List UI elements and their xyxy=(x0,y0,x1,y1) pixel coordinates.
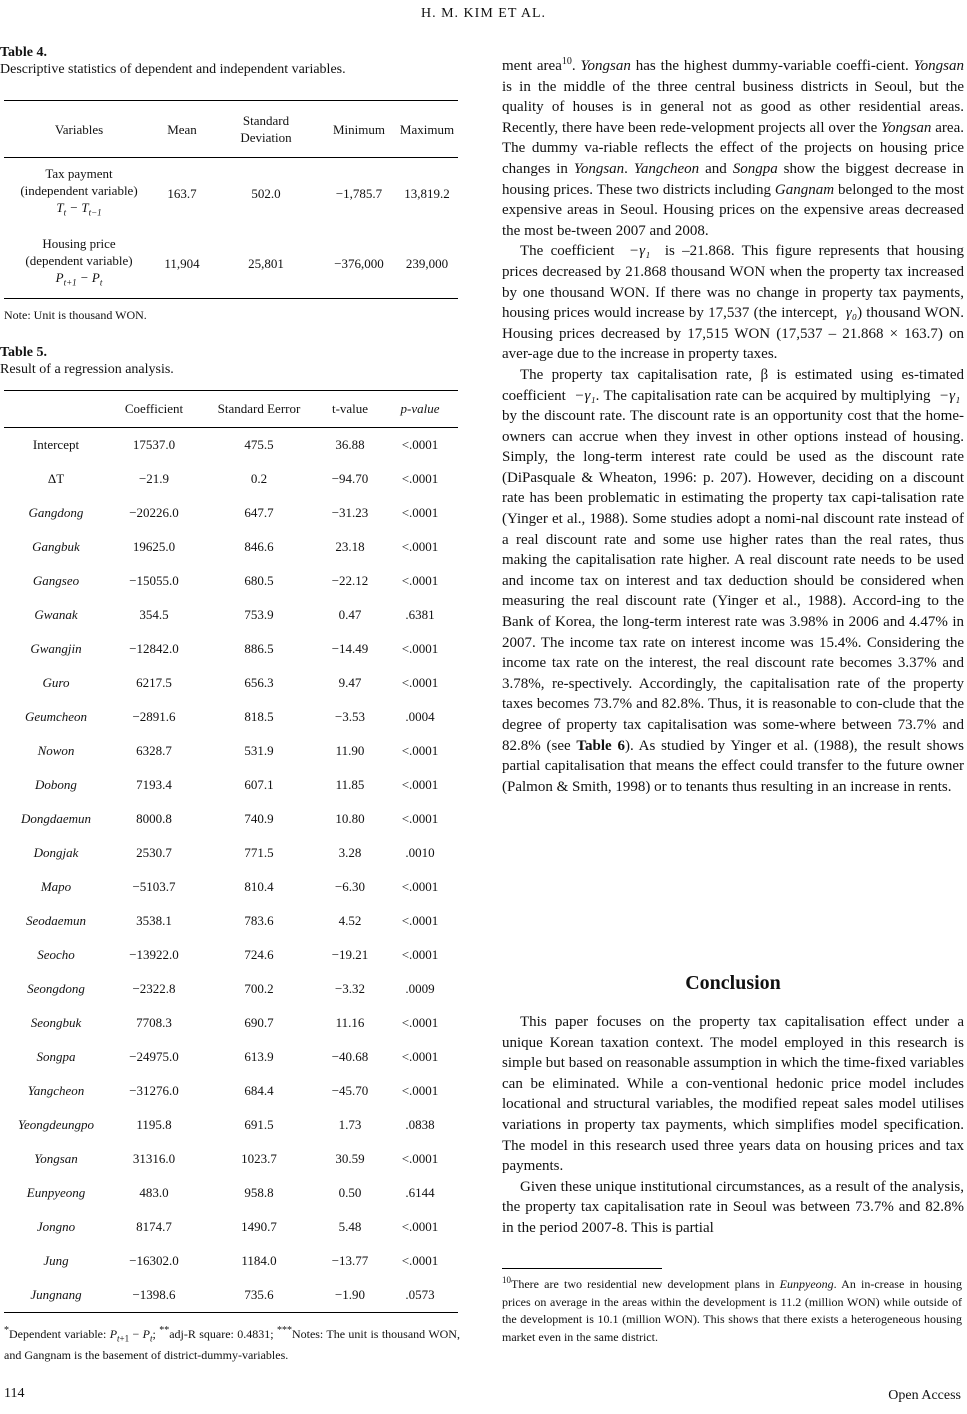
t4-max: 13,819.2 xyxy=(404,185,450,201)
t5-fn-notes: Notes: The unit is thousand WON, and Gangnam is the basement of district-dummy-variables. xyxy=(4,1327,460,1363)
t4-mean: 163.7 xyxy=(167,185,197,201)
t5-cell-se: 846.6 xyxy=(244,539,274,554)
table6-ref: Table 6 xyxy=(576,737,625,754)
t5-cell-coef: 1195.8 xyxy=(136,1117,172,1132)
table5-caption xyxy=(0,344,174,378)
t4-mean: 11,904 xyxy=(154,228,210,299)
t5-col-t: t-value xyxy=(318,391,382,428)
t5-cell-t: 5.48 xyxy=(338,1219,362,1234)
t4-col-min: Minimum xyxy=(322,101,396,158)
table5-row xyxy=(4,1244,458,1278)
t5-cell-name: Eunpyeong xyxy=(26,1185,86,1200)
t5-cell-name: Songpa xyxy=(36,1049,76,1064)
t4-name-line1: Housing price xyxy=(42,235,116,251)
t5-cell-coef: −31276.0 xyxy=(129,1083,179,1098)
table5-row xyxy=(4,1006,458,1040)
t5-cell-coef: −12842.0 xyxy=(129,641,179,656)
t4-row-housing xyxy=(4,228,458,299)
t5-cell-t: 10.80 xyxy=(335,811,365,826)
table4-label: Table 4. xyxy=(0,45,47,60)
t5-cell-se: 691.5 xyxy=(244,1117,274,1132)
t5-cell-se: 735.6 xyxy=(200,1278,318,1313)
t5-cell-t: −14.49 xyxy=(331,641,369,656)
conclusion-heading: Conclusion xyxy=(685,972,781,994)
t5-cell-coef: 7193.4 xyxy=(136,777,172,792)
t5-cell-coef: 19625.0 xyxy=(132,539,176,554)
t5-cell-coef: 483.0 xyxy=(139,1185,169,1200)
open-access-label: Open Access xyxy=(888,1388,961,1403)
t5-cell-coef: 8000.8 xyxy=(136,811,172,826)
t5-cell-name: Jongno xyxy=(36,1219,76,1234)
t5-cell-t: 1.73 xyxy=(338,1117,362,1132)
table5-row xyxy=(4,428,458,463)
t5-fn-dependent: Dependent variable: $P_{t+1} - P_t$ xyxy=(9,1327,153,1344)
table5-row xyxy=(4,1108,458,1142)
t5-cell-coef: −2322.8 xyxy=(132,981,176,996)
t5-cell-coef: 3538.1 xyxy=(136,913,172,928)
t5-cell-t: 0.50 xyxy=(338,1185,362,1200)
table5-row xyxy=(4,836,458,870)
t5-cell-name: Seocho xyxy=(37,947,75,962)
body-paragraph-1: ment area$^{10}$. Yongsan has the highest dummy-variable coeffi-cient. Yongsan is in the middle of the three central business districts in Seoul, but the quality of houses is in general not as good as other residential areas. Recently, there have been rede-velopment projects all over the Yongsan area. The dummy va-riable reflects the effect of the projects on housing price changes in Yongsan. Yangcheon and Songpa show the biggest decrease in housing prices. These two districts including Gangnam belonged to the most expensive areas in Seoul. Housing prices on the expensive areas decreased the most be-tween 2007 and 2008. xyxy=(502,56,965,239)
t5-cell-p: .0838 xyxy=(405,1117,435,1132)
t5-cell-name: Jung xyxy=(43,1253,69,1268)
t5-cell-t: 23.18 xyxy=(335,539,365,554)
t5-cell-coef: 6328.7 xyxy=(136,743,172,758)
running-head: H. M. KIM ET AL. xyxy=(420,6,547,21)
t5-cell-name: Nowon xyxy=(37,743,75,758)
table5-row xyxy=(4,1210,458,1244)
table4-caption xyxy=(0,44,458,78)
t5-cell-name: Yangcheon xyxy=(27,1083,85,1098)
t5-cell-name: Yongsan xyxy=(34,1151,78,1166)
table5-body xyxy=(4,428,458,1313)
t5-cell-t: −40.68 xyxy=(331,1049,369,1064)
t5-cell-se: 531.9 xyxy=(244,743,274,758)
t4-name-line2: (dependent variable) xyxy=(25,252,133,268)
page-number: 114 xyxy=(4,1386,25,1401)
t5-cell-p: .0010 xyxy=(405,845,435,860)
t5-cell-p: <.0001 xyxy=(401,675,439,690)
t5-cell-p: <.0001 xyxy=(401,539,439,554)
t5-cell-coef: 6217.5 xyxy=(136,675,172,690)
t4-max: 239,000 xyxy=(396,228,458,299)
t5-cell-coef: −16302.0 xyxy=(129,1253,179,1268)
t5-cell-p: .0009 xyxy=(405,981,435,996)
t5-cell-se: 0.2 xyxy=(250,471,268,486)
t5-col-name xyxy=(4,391,108,428)
t5-cell-p: <.0001 xyxy=(401,1151,439,1166)
t5-cell-p: <.0001 xyxy=(401,947,439,962)
t5-cell-p: .0004 xyxy=(405,709,435,724)
t5-cell-t: −19.21 xyxy=(331,947,369,962)
t5-cell-se: 724.6 xyxy=(244,947,274,962)
t5-cell-t: 9.47 xyxy=(338,675,362,690)
t5-cell-name: ΔT xyxy=(47,471,65,486)
t5-cell-se: 647.7 xyxy=(244,505,274,520)
table5-row xyxy=(4,802,458,836)
table4-caption-text: Descriptive statistics of dependent and independent variables. xyxy=(0,62,346,77)
t4-sd: 502.0 xyxy=(251,185,281,201)
t4-row-label xyxy=(4,228,154,299)
table5-row xyxy=(4,1278,458,1313)
t5-cell-se: 680.5 xyxy=(244,573,274,588)
table5-row xyxy=(4,496,458,530)
table5-row xyxy=(4,700,458,734)
table5-row xyxy=(4,734,458,768)
t5-cell-coef: 17537.0 xyxy=(132,437,176,452)
t5-cell-se: 818.5 xyxy=(244,709,274,724)
t5-cell-coef: 354.5 xyxy=(139,607,169,622)
t5-cell-coef: −5103.7 xyxy=(132,879,176,894)
t5-cell-p: <.0001 xyxy=(401,879,439,894)
t5-cell-p: <.0001 xyxy=(401,641,439,656)
t5-cell-se: 684.4 xyxy=(244,1083,274,1098)
t5-cell-p: <.0001 xyxy=(401,913,439,928)
t5-cell-se: 1184.0 xyxy=(241,1253,277,1268)
body-paragraph-2: The coefficient −γ₁ is –21.868. This figure represents that housing prices decreased by 21.868 thousand WON when the property tax increased by one thousand WON. If there was no change in property tax payments, housing prices would increase by 17,537 (the intercept, γ₀) thousand WON. Housing prices decreased by 17,515 WON (17,537 – 21.868 × 163.7) on aver-age due to the increase in property taxes. xyxy=(502,243,965,363)
t5-cell-t: −31.23 xyxy=(331,505,369,520)
t5-cell-t: −94.70 xyxy=(331,471,369,486)
t5-cell-se: 753.9 xyxy=(244,607,274,622)
t4-name-line2: (independent variable) xyxy=(20,182,138,198)
t5-cell-t: −22.12 xyxy=(331,573,369,588)
footnote-rule xyxy=(502,1268,662,1269)
t5-cell-p: .0573 xyxy=(382,1278,458,1313)
table5-row xyxy=(4,1074,458,1108)
t5-cell-t: −13.77 xyxy=(331,1253,369,1268)
t5-cell-se: 690.7 xyxy=(244,1015,274,1030)
t4-formula: $T_t - T_{t-1}$ xyxy=(56,199,102,218)
t5-cell-name: Yeongdeungpo xyxy=(17,1117,95,1132)
t5-cell-coef: −20226.0 xyxy=(129,505,179,520)
t5-cell-t: 0.47 xyxy=(338,607,362,622)
t4-formula: $P_{t+1} - P_t$ xyxy=(55,269,103,288)
table4 xyxy=(4,100,458,299)
body-text-upper xyxy=(502,52,964,797)
t5-cell-name: Dongjak xyxy=(33,845,79,860)
t5-cell-p: <.0001 xyxy=(401,1049,439,1064)
t5-cell-coef: 31316.0 xyxy=(132,1151,176,1166)
t5-fn-adjr: adj-R square: 0.4831 xyxy=(169,1327,271,1341)
body-paragraph-3: The property tax capitalisation rate, β is estimated using es-timated coefficient −γ₁. The capitalisation rate can be acquired by multiplying −γ₁ by the discount rate. The discount rate is an opportunity cost that the home-owners can accrue when they invest in other options instead of housing. Simply, the long-term interest rate could be used as the discount rate (DiPasquale & Wheaton, 1996: p. 207). However, deciding on a discount rate has been problematic in estimating the property tax capi-talisation rate (Yinger et al., 1988). Some studies adopt a nomi-nal discount rate instead of a real discount rate and some use higher rates than the real rates, thus making the capitalisation rate higher. A real discount rate needs to be used and income tax on interest and tax deduction should be considered when measuring the real discount rate (Yinger et al., 1988). Accord-ing to the Bank of Korea, the long-term interest rate was 3.98% in 2006 and 4.47% in 2007. The income tax rate on interest income was 15.4%. Considering the income tax rate on the interest, the real discount rate becomes 3.37% and 3.78%, re-spectively. Accordingly, the capitalisation rate of the property taxes becomes 73.7% and 82.8%. Thus, it is reasonable to con-clude that the degree of property tax capitalisation was some-where between 73.7% and 82.8% (see Table 6). As studied by Yinger et al. (1988), the result shows partial capitalisation that means the effect could transfer to the future owner (Palmon & Smith, 1998) or to tenants thus resulting in an increase in rents. xyxy=(502,366,965,795)
t5-cell-t: 3.28 xyxy=(338,845,362,860)
t5-cell-p: <.0001 xyxy=(401,811,439,826)
t4-min: −1,785.7 xyxy=(335,185,383,201)
footnote-10: $^{10}$There are two residential new development plans in Eunpyeong. An in-crease in housing prices on average in the areas within the development is 11.2 (million WON) while outside of the development is 10.1 (million WON). This shows that there exists a heterogeneous housing market even in the same district. xyxy=(502,1275,962,1344)
t5-cell-t: 30.59 xyxy=(335,1151,365,1166)
t5-cell-p: <.0001 xyxy=(401,437,439,452)
t5-cell-p: <.0001 xyxy=(401,505,439,520)
t4-sd: 25,801 xyxy=(210,228,322,299)
t5-cell-t: 11.16 xyxy=(335,1015,365,1030)
gamma1-symbol: −γ₁ xyxy=(629,243,651,260)
t5-col-coef: Coefficient xyxy=(108,391,200,428)
t5-cell-p: <.0001 xyxy=(401,743,439,758)
t5-cell-name: Gangseo xyxy=(32,573,80,588)
t4-min: −376,000 xyxy=(322,228,396,299)
t4-col-sd: Standard Deviation xyxy=(210,101,322,158)
t4-row-label xyxy=(4,158,154,229)
t5-cell-t: −45.70 xyxy=(331,1083,369,1098)
table5-row xyxy=(4,1040,458,1074)
t5-cell-p: .6144 xyxy=(405,1185,435,1200)
t5-cell-coef: −15055.0 xyxy=(129,573,179,588)
t5-cell-p: <.0001 xyxy=(401,471,439,486)
t4-row-tax xyxy=(4,158,458,229)
t5-cell-p: <.0001 xyxy=(401,1219,439,1234)
table5-row xyxy=(4,666,458,700)
table5-row xyxy=(4,530,458,564)
t5-cell-name: Gangdong xyxy=(28,505,84,520)
table5-label: Table 5. xyxy=(0,345,47,360)
table5-row xyxy=(4,768,458,802)
t5-cell-p: <.0001 xyxy=(401,1253,439,1268)
conclusion-paragraph-2: Given these unique institutional circumstances, as a result of the analysis, the property tax capitalisation rate in Seoul was between 73.7% and 82.8% in the period 2007-8. This is partial xyxy=(502,1178,964,1236)
t5-cell-name: Dobong xyxy=(35,777,77,792)
table5-row xyxy=(4,564,458,598)
table4-note: Note: Unit is thousand WON. xyxy=(4,308,147,322)
table5-row xyxy=(4,904,458,938)
t5-cell-t: −6.30 xyxy=(334,879,366,894)
table5-row xyxy=(4,870,458,904)
t5-cell-name: Gangbuk xyxy=(32,539,80,554)
t5-cell-name: Seongdong xyxy=(27,981,85,996)
table5-caption-text: Result of a regression analysis. xyxy=(0,362,174,377)
gamma0-symbol: γ₀ xyxy=(845,305,858,322)
t5-cell-se: 1490.7 xyxy=(241,1219,277,1234)
t5-cell-se: 810.4 xyxy=(244,879,274,894)
t5-cell-t: 36.88 xyxy=(335,437,365,452)
t5-cell-se: 783.6 xyxy=(244,913,274,928)
table5-row xyxy=(4,632,458,666)
t5-cell-se: 740.9 xyxy=(244,811,274,826)
t5-cell-name: Mapo xyxy=(40,879,72,894)
t5-cell-name: Geumcheon xyxy=(24,709,88,724)
t5-cell-coef: 2530.7 xyxy=(136,845,172,860)
table5-footnote: *Dependent variable: $P_{t+1} - P_t$; **adj-R square: 0.4831; ***Notes: The unit is thousand WON, and Gangnam is the basement of district-dummy-variables. xyxy=(4,1325,460,1363)
t5-cell-name: Gwangjin xyxy=(30,641,82,656)
table5 xyxy=(4,390,458,1313)
t5-cell-p: <.0001 xyxy=(401,1083,439,1098)
t5-cell-coef: 7708.3 xyxy=(136,1015,172,1030)
t5-cell-coef: −21.9 xyxy=(138,471,170,486)
t5-cell-t: −3.32 xyxy=(334,981,366,996)
t5-cell-se: 886.5 xyxy=(244,641,274,656)
t5-cell-t: −3.53 xyxy=(334,709,366,724)
t5-cell-se: 475.5 xyxy=(244,437,274,452)
table5-row xyxy=(4,972,458,1006)
t5-col-se: Standard Eerror xyxy=(200,391,318,428)
t5-cell-coef: 8174.7 xyxy=(136,1219,172,1234)
t5-cell-name: Seongbuk xyxy=(30,1015,82,1030)
table5-row xyxy=(4,598,458,632)
t5-cell-coef: −1398.6 xyxy=(108,1278,200,1313)
t5-cell-t: 4.52 xyxy=(338,913,362,928)
t4-col-mean: Mean xyxy=(154,101,210,158)
t5-cell-se: 613.9 xyxy=(244,1049,274,1064)
t5-cell-name: Seodaemun xyxy=(26,913,86,928)
t5-cell-se: 1023.7 xyxy=(241,1151,277,1166)
body-text-conclusion xyxy=(502,1012,964,1239)
t5-cell-se: 958.8 xyxy=(244,1185,274,1200)
t5-cell-se: 656.3 xyxy=(244,675,274,690)
t5-cell-se: 700.2 xyxy=(244,981,274,996)
t5-cell-se: 607.1 xyxy=(244,777,274,792)
t5-cell-t: −1.90 xyxy=(318,1278,382,1313)
t4-col-max: Maximum xyxy=(396,101,458,158)
t5-cell-name: Gwanak xyxy=(34,607,78,622)
t5-cell-p: <.0001 xyxy=(401,777,439,792)
t5-cell-t: 11.85 xyxy=(335,777,365,792)
table5-row xyxy=(4,462,458,496)
t5-cell-se: 771.5 xyxy=(244,845,274,860)
t5-col-p: p-value xyxy=(382,391,458,428)
t5-cell-coef: −13922.0 xyxy=(129,947,179,962)
t5-cell-name: Jungnang xyxy=(4,1278,108,1313)
t4-name-line1: Tax payment xyxy=(45,165,113,181)
t5-cell-p: .6381 xyxy=(405,607,435,622)
t5-cell-name: Dongdaemun xyxy=(20,811,92,826)
t5-cell-coef: −2891.6 xyxy=(132,709,176,724)
table5-row xyxy=(4,938,458,972)
t5-cell-t: 11.90 xyxy=(335,743,365,758)
t5-cell-name: Guro xyxy=(42,675,70,690)
gamma1-symbol: −γ₁ xyxy=(939,387,961,404)
gamma1-symbol: −γ₁ xyxy=(574,387,596,404)
t5-cell-p: <.0001 xyxy=(401,1015,439,1030)
table5-row xyxy=(4,1142,458,1176)
table5-row xyxy=(4,1176,458,1210)
t5-cell-coef: −24975.0 xyxy=(129,1049,179,1064)
conclusion-paragraph-1: This paper focuses on the property tax capitalisation effect under a unique Korean taxation context. The model employed in this research is simple but based on reasonable assumption in which the time-fixed variables can be eliminated. While a con-ventional hedonic price model includes locational and structural variables, the modified repeat sales model utilises variations in property tax payments, which simplifies model specification. The model in this research used three years data on housing prices and tax payments. xyxy=(502,1014,964,1175)
t5-cell-p: <.0001 xyxy=(401,573,439,588)
t5-cell-name: Intercept xyxy=(32,437,80,452)
t4-col-variables: Variables xyxy=(4,101,154,158)
